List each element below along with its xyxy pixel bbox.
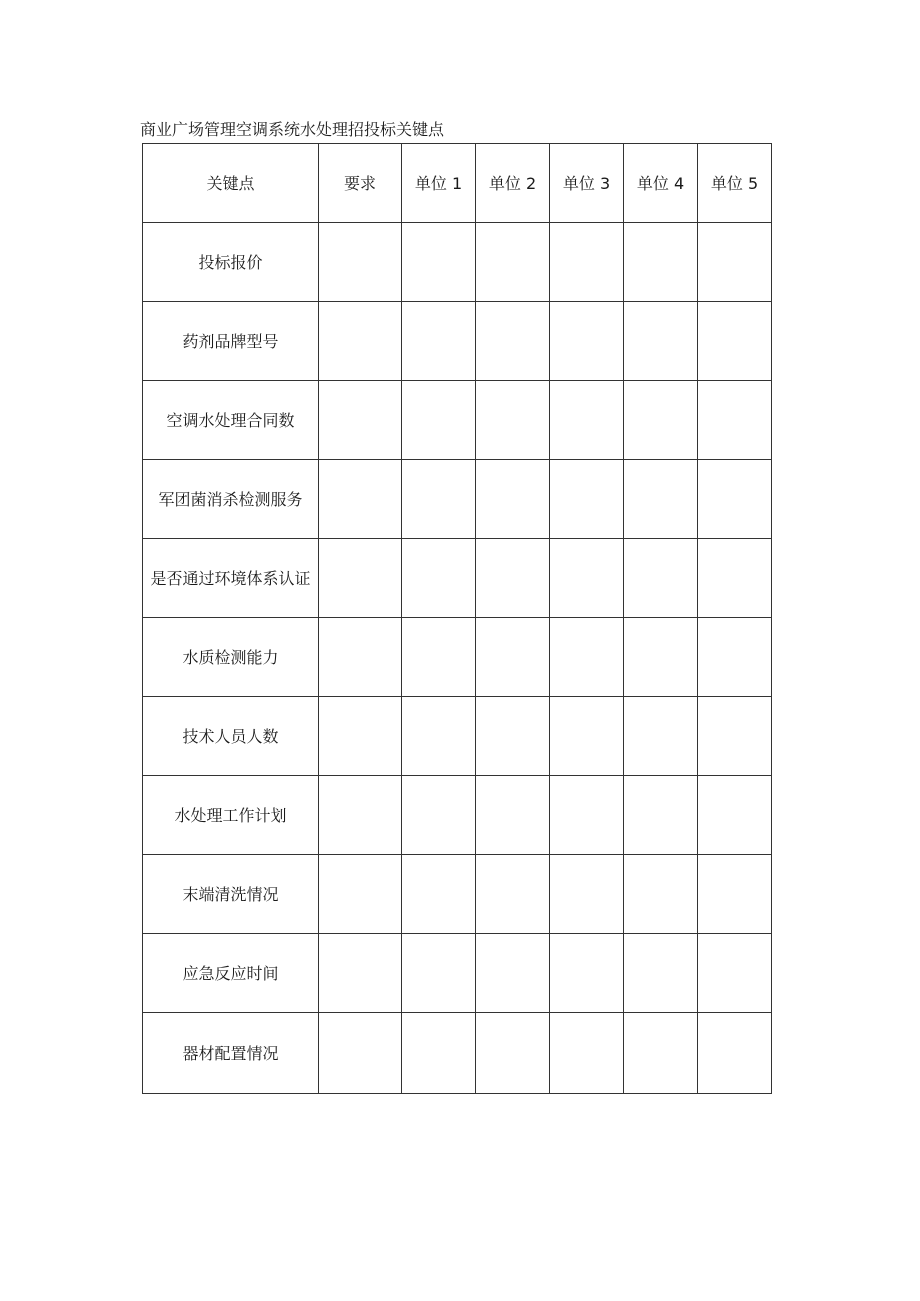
header-unit-2 [476,144,550,223]
row-label: 应急反应时间 [182,963,279,983]
unit-2-cell [476,223,550,302]
unit-4-cell [624,460,698,539]
row-label: 药剂品牌型号 [182,331,279,351]
row-label: 是否通过环境体系认证 [150,568,311,588]
unit-3-cell [550,855,624,934]
unit-4-cell [624,539,698,618]
header-unit-5 [698,144,772,223]
unit-1-cell [402,539,476,618]
row-label: 水质检测能力 [182,647,279,667]
unit-5-cell [698,855,772,934]
unit-5-cell [698,381,772,460]
unit-1-cell [402,697,476,776]
header-requirement [319,144,402,223]
unit-4-cell [624,618,698,697]
unit-2-cell [476,776,550,855]
unit-5-cell [698,223,772,302]
unit-4-cell [624,855,698,934]
unit-2-cell [476,1013,550,1094]
row-key-point [143,855,319,934]
row-key-point [143,776,319,855]
unit-1-cell [402,776,476,855]
header-key-point [143,144,319,223]
row-label: 水处理工作计划 [174,805,287,825]
requirement-cell [319,697,402,776]
unit-4-cell [624,381,698,460]
header-label: 单位 1 [414,173,463,193]
unit-3-cell [550,302,624,381]
row-key-point [143,302,319,381]
header-label: 单位 5 [710,173,759,193]
unit-2-cell [476,934,550,1013]
row-label: 军团菌消杀检测服务 [158,489,303,509]
unit-3-cell [550,539,624,618]
table-header-row [143,144,772,223]
table-row [143,539,772,618]
row-label: 器材配置情况 [182,1043,279,1063]
row-key-point [143,1013,319,1094]
row-key-point [143,460,319,539]
unit-5-cell [698,1013,772,1094]
unit-3-cell [550,618,624,697]
requirement-cell [319,223,402,302]
unit-1-cell [402,1013,476,1094]
requirement-cell [319,539,402,618]
unit-3-cell [550,381,624,460]
header-unit-4 [624,144,698,223]
unit-2-cell [476,302,550,381]
unit-3-cell [550,223,624,302]
unit-2-cell [476,460,550,539]
header-label: 单位 4 [636,173,685,193]
table-row [143,223,772,302]
unit-3-cell [550,934,624,1013]
table-row [143,934,772,1013]
unit-2-cell [476,697,550,776]
header-label: 关键点 [206,173,255,193]
unit-1-cell [402,618,476,697]
unit-3-cell [550,776,624,855]
unit-4-cell [624,697,698,776]
header-label: 单位 2 [488,173,537,193]
requirement-cell [319,934,402,1013]
row-key-point [143,381,319,460]
header-unit-1 [402,144,476,223]
unit-5-cell [698,302,772,381]
unit-5-cell [698,460,772,539]
unit-4-cell [624,776,698,855]
row-label: 末端清洗情况 [182,884,279,904]
unit-5-cell [698,776,772,855]
row-key-point [143,618,319,697]
unit-3-cell [550,697,624,776]
requirement-cell [319,618,402,697]
unit-1-cell [402,381,476,460]
unit-2-cell [476,618,550,697]
table-row [143,381,772,460]
unit-4-cell [624,934,698,1013]
requirement-cell [319,460,402,539]
table-row [143,1013,772,1094]
row-label: 投标报价 [198,252,263,272]
unit-5-cell [698,618,772,697]
requirement-cell [319,302,402,381]
table-row [143,855,772,934]
row-key-point [143,223,319,302]
table-row [143,618,772,697]
row-key-point [143,539,319,618]
unit-2-cell [476,855,550,934]
unit-4-cell [624,302,698,381]
row-label: 技术人员人数 [182,726,279,746]
unit-5-cell [698,697,772,776]
unit-2-cell [476,381,550,460]
header-label: 单位 3 [562,173,611,193]
requirement-cell [319,1013,402,1094]
document-title: 商业广场管理空调系统水处理招投标关键点 [140,120,445,139]
unit-3-cell [550,460,624,539]
unit-1-cell [402,223,476,302]
header-unit-3 [550,144,624,223]
unit-1-cell [402,460,476,539]
row-key-point [143,697,319,776]
unit-1-cell [402,302,476,381]
unit-3-cell [550,1013,624,1094]
unit-1-cell [402,934,476,1013]
row-label: 空调水处理合同数 [166,410,295,430]
requirement-cell [319,776,402,855]
table-row [143,776,772,855]
unit-1-cell [402,855,476,934]
header-label: 要求 [343,173,376,193]
unit-4-cell [624,223,698,302]
requirement-cell [319,855,402,934]
table-row [143,460,772,539]
evaluation-table [142,143,772,1094]
table-row [143,302,772,381]
requirement-cell [319,381,402,460]
row-key-point [143,934,319,1013]
unit-4-cell [624,1013,698,1094]
unit-5-cell [698,539,772,618]
unit-5-cell [698,934,772,1013]
unit-2-cell [476,539,550,618]
table-row [143,697,772,776]
